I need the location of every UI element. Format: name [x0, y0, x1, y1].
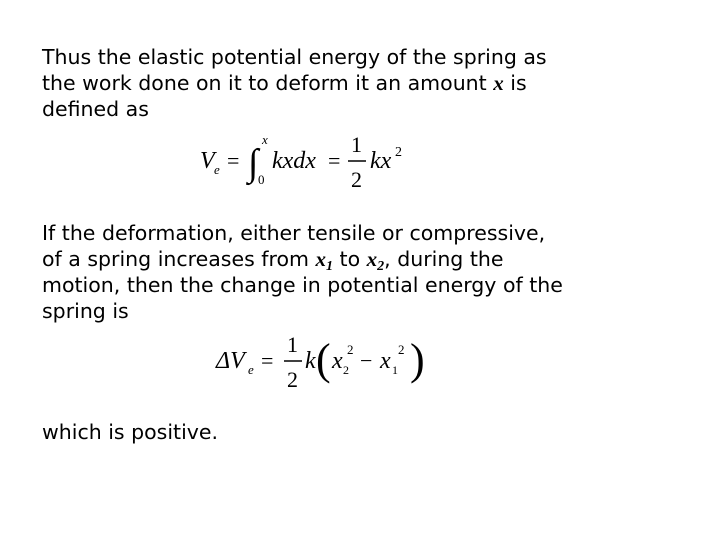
eq2-open-paren: ( — [316, 335, 331, 384]
deformation-line-4: spring is — [42, 299, 129, 323]
eq1-upper-limit: x — [262, 132, 268, 147]
variable-x2-main: x — [366, 247, 378, 271]
variable-x1-subscript: 1 — [326, 259, 334, 274]
eq2-minus: − — [360, 348, 373, 373]
eq1-fraction-denominator: 2 — [351, 167, 362, 192]
deformation-line-1: If the deformation, either tensile or compressive, — [42, 221, 546, 245]
eq1-fraction-numerator: 1 — [351, 132, 362, 157]
equation-elastic-energy-svg — [196, 130, 416, 196]
eq1-integral-sign: ∫ — [248, 142, 259, 184]
deformation-line-2-mid: to — [333, 247, 367, 271]
eq2-x2: x — [332, 348, 343, 374]
eq2-x1: x — [380, 348, 391, 374]
eq2-x1-subscript: 1 — [392, 363, 398, 377]
variable-x: x — [493, 71, 504, 95]
eq1-equals-2: = — [328, 148, 341, 173]
eq1-lhs-v: V — [200, 148, 215, 174]
eq2-lhs-subscript: e — [248, 362, 254, 377]
eq2-x2-exponent: 2 — [347, 342, 354, 357]
variable-x1 — [315, 247, 334, 274]
eq2-k: k — [305, 348, 316, 374]
deformation-line-2-start: of a spring increases from — [42, 247, 316, 271]
variable-x1-main: x — [315, 247, 327, 271]
intro-line-2-end: is — [503, 71, 527, 95]
deformation-line-3: motion, then the change in potential energy of the — [42, 273, 563, 297]
eq2-equals: = — [261, 348, 274, 373]
eq1-exponent: 2 — [395, 145, 402, 160]
eq1-lhs-subscript: e — [214, 162, 220, 177]
equation-elastic-energy — [196, 130, 416, 196]
equation-energy-change-svg — [214, 330, 434, 396]
eq2-x2-subscript: 2 — [343, 363, 349, 377]
intro-line-3: defined as — [42, 97, 149, 121]
variable-x2-subscript: 2 — [377, 259, 385, 274]
eq2-lhs-delta-v: ΔV — [216, 348, 245, 374]
conclusion-line-1: which is positive. — [42, 420, 219, 444]
deformation-line-2-end: , during the — [384, 247, 504, 271]
paragraph-intro — [42, 44, 547, 122]
paragraph-conclusion — [42, 419, 218, 445]
eq2-fraction-denominator: 2 — [287, 367, 298, 392]
variable-x2 — [366, 247, 385, 274]
eq1-integrand: kxdx — [272, 148, 316, 174]
intro-line-1: Thus the elastic potential energy of the spring as — [42, 45, 547, 69]
eq2-x1-exponent: 2 — [398, 342, 405, 357]
eq1-rhs-kx: kx — [370, 148, 392, 174]
equation-energy-change — [214, 330, 434, 396]
eq2-close-paren: ) — [410, 335, 425, 384]
intro-line-2-start: the work done on it to deform it an amount — [42, 71, 494, 95]
eq2-fraction-numerator: 1 — [287, 332, 298, 357]
eq1-lower-limit: 0 — [258, 172, 265, 187]
paragraph-deformation — [42, 220, 563, 324]
eq1-equals: = — [227, 148, 240, 173]
